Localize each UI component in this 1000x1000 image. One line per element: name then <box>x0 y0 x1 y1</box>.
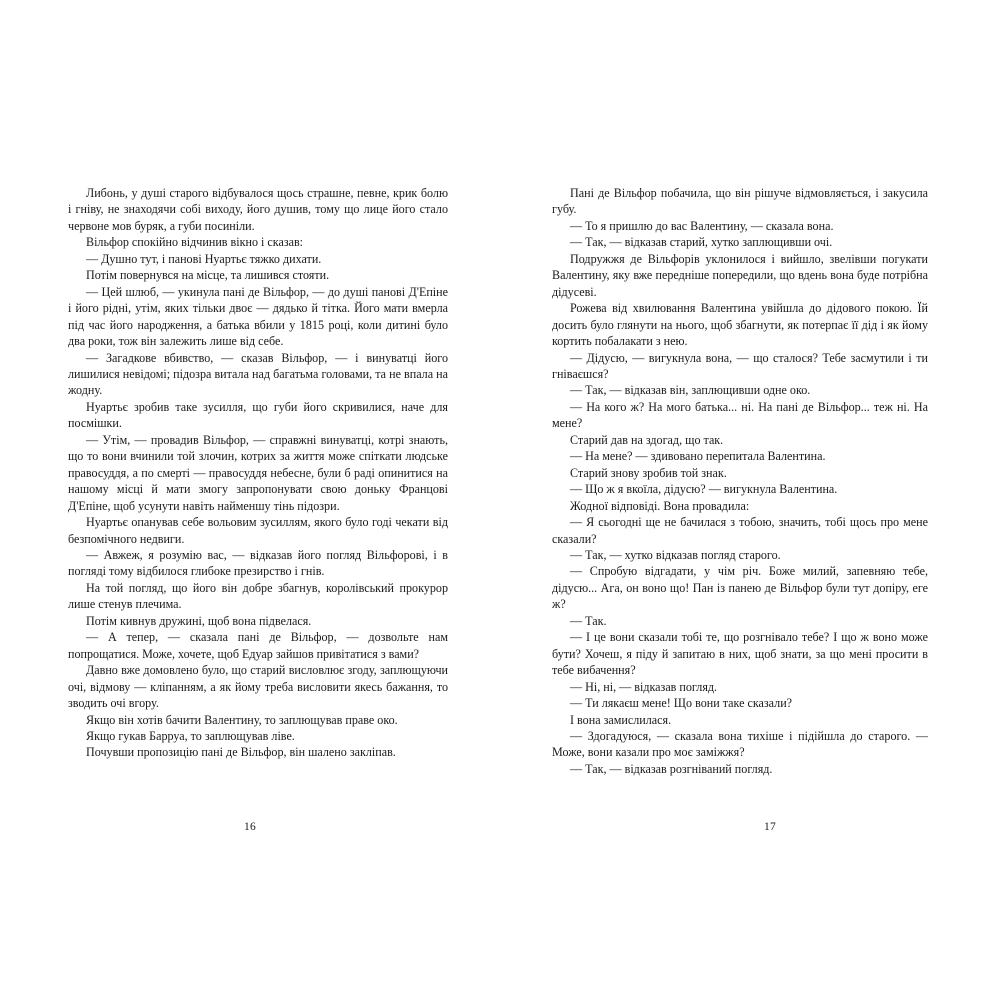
paragraph: — Так, — відказав він, заплющивши одне око. <box>570 383 811 398</box>
paragraph: Давно вже домовлено було, що старий висловлює згоду, заплющуючи очі, відмову — кліпанням, а як йому треба висловити якесь бажання, то зводить очі вгору. <box>68 663 452 711</box>
right-page <box>500 0 1000 1000</box>
paragraph: — Спробую відгадати, у чім річ. Боже милий, запевняю тебе, дідусю... Ага, он воно що! Пан із панею де Вільфор були тут допіру, еге ж? <box>552 564 932 612</box>
paragraph: Почувши пропозицію пані де Вільфор, він шалено закліпав. <box>86 745 396 760</box>
paragraph: — Ти лякаєш мене! Що вони таке сказали? <box>570 696 793 711</box>
paragraph: — Авжеж, я розумію вас, — відказав його погляд Вільфорові, і в погляді тому відбилося глибоке презирство і гнів. <box>68 547 452 579</box>
page-number: 16 <box>243 821 257 833</box>
paragraph: — Я сьогодні ще не бачилася з тобою, значить, тобі щось про мене сказали? <box>552 515 932 546</box>
paragraph: Либонь, у душі старого відбувалося щось страшне, певне, крик болю і гніву, не знаходячи собі виходу, його душив, тому що лице його стало червоне мов буряк, а губи посиніли. <box>68 186 452 233</box>
page-number: 17 <box>763 821 777 833</box>
paragraph: — І це вони сказали тобі те, що розгнівало тебе? І що ж воно може бути? Хочеш, я піду й запитаю в них, щоб знати, за що мені просити в тебе вибачення? <box>552 630 932 678</box>
paragraph: — Що ж я вкоїла, дідусю? — вигукнула Валентина. <box>570 482 838 497</box>
paragraph: Старий дав на здогад, що так. <box>570 432 724 447</box>
paragraph: — Так, — відказав розгніваний погляд. <box>570 761 773 776</box>
right-page-text <box>552 185 932 777</box>
left-page-text <box>68 185 452 761</box>
paragraph: Потім повернувся на місце, та лишився стояти. <box>86 268 330 283</box>
paragraph: — На мене? — здивовано перепитала Валентина. <box>570 449 826 464</box>
paragraph: Рожева від хвилювання Валентина увійшла до дідового покою. Їй досить було глянути на нього, щоб збагнути, як потерпає її дід і як йому кортить побалакати з нею. <box>552 301 932 349</box>
paragraph: — То я пришлю до вас Валентину, — сказала вона. <box>570 218 834 233</box>
paragraph: Старий знову зробив той знак. <box>570 465 727 480</box>
paragraph: — Душно тут, і панові Нуартьє тяжко дихати. <box>86 251 322 266</box>
paragraph: — Так, — відказав старий, хутко заплющивши очі. <box>570 235 833 250</box>
paragraph: На той погляд, що його він добре збагнув, королівський прокурор лише стенув плечима. <box>68 580 452 612</box>
paragraph: — Дідусю, — вигукнула вона, — що сталося? Тебе засмутили і ти гніваєшся? <box>552 350 932 381</box>
paragraph: — Загадкове вбивство, — сказав Вільфор, — і винуватці його лишилися невідомі; підозра витала над багатьма головами, та не впала на жодну. <box>68 350 452 398</box>
paragraph: — Цей шлюб, — укинула пані де Вільфор, — до душі панові Д'Епіне і його рідні, утім, яких тільки двоє — дядько й тітка. Його мати вмерла під час його народження, а батька вбили у 1815 році, коли дитині було два роки, тож він залежить лише від себе. <box>68 284 452 349</box>
paragraph: — На кого ж? На мого батька... ні. На пані де Вільфор... теж ні. На мене? <box>552 399 932 431</box>
paragraph: Якщо гукав Барруа, то заплющував ліве. <box>86 728 295 743</box>
paragraph: Якщо він хотів бачити Валентину, то заплющував праве око. <box>86 712 398 727</box>
paragraph: І вона замислилася. <box>570 712 672 727</box>
paragraph: Потім кивнув дружині, щоб вона підвелася. <box>86 613 312 628</box>
paragraph: — Так, — хутко відказав погляд старого. <box>570 547 781 562</box>
paragraph: — Ні, ні, — відказав погляд. <box>570 679 718 694</box>
paragraph: — Утім, — провадив Вільфор, — справжні винуватці, котрі знають, що то вони вчинили той злочин, котрих за життя може спіткати людське правосуддя, а по смерті — правосуддя небесне, були б раді опинитися на нашому місці й мати змогу запропонувати свою доньку Францові Д'Епіне, щоб усунути навіть найменшу тінь підозри. <box>68 432 452 513</box>
paragraph: — А тепер, — сказала пані де Вільфор, — дозвольте нам попрощатися. Може, хочете, щоб Едуар зайшов привітатися з вами? <box>68 630 452 661</box>
paragraph: Пані де Вільфор побачила, що він рішуче відмовляється, і закусила губу. <box>552 186 932 217</box>
paragraph: Нуартьє зробив таке зусилля, що губи його скривилися, наче для посмішки. <box>68 399 452 431</box>
paragraph: Подружжя де Вільфорів уклонилося і вийшло, звелівши погукати Валентину, яку вже передніше попередили, що вдень вона буде потрібна дідусеві. <box>552 251 932 299</box>
paragraph: Вільфор спокійно відчинив вікно і сказав: <box>86 235 304 250</box>
paragraph: — Так. <box>570 613 607 628</box>
paragraph: — Здогадуюся, — сказала вона тихіше і підійшла до старого. — Може, вони казали про моє заміжжя? <box>552 728 932 760</box>
paragraph: Жодної відповіді. Вона провадила: <box>570 498 750 513</box>
paragraph: Нуартьє опанував себе вольовим зусиллям, якого було годі чекати від безпомічного недвиги. <box>68 515 452 546</box>
